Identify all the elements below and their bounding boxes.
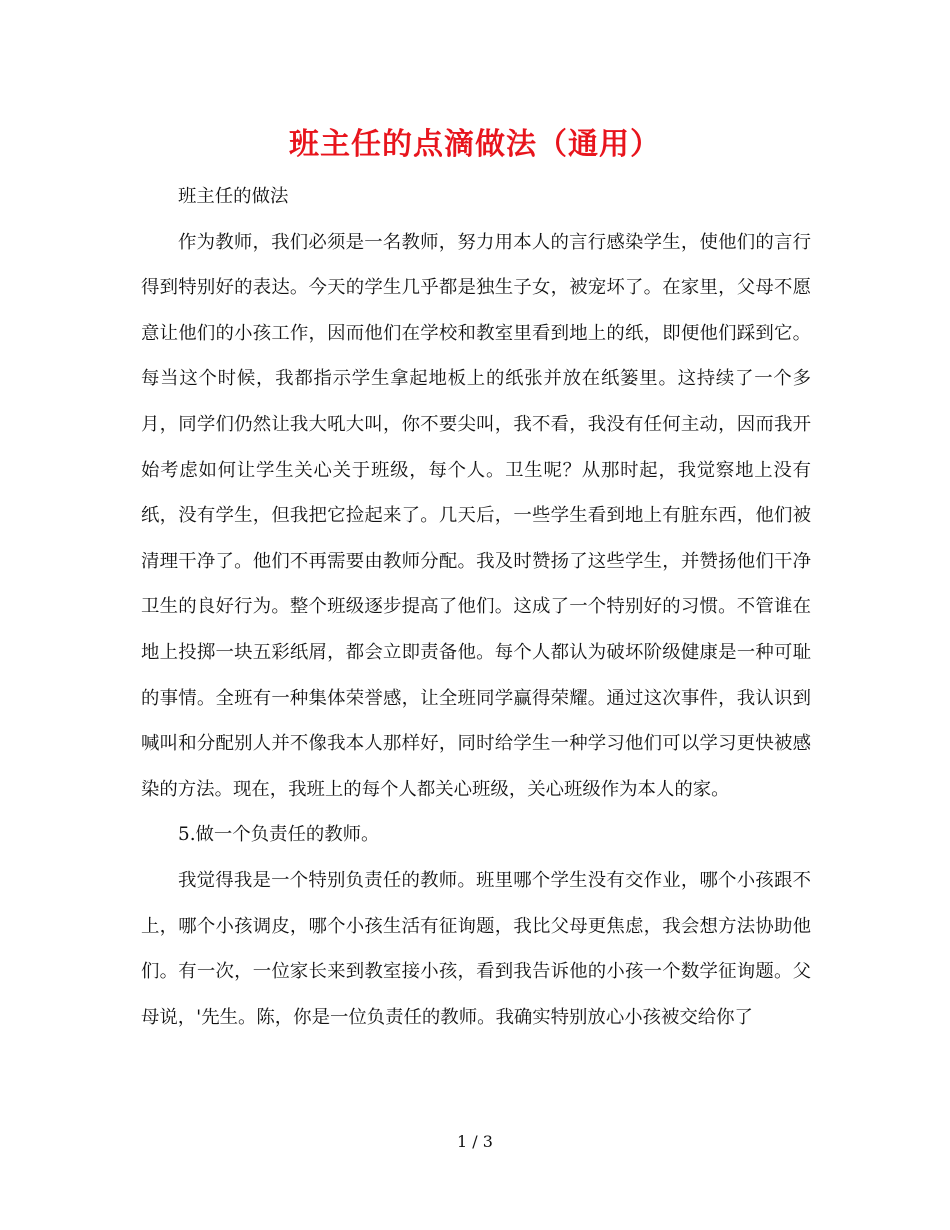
- section-heading: 5.做一个负责任的教师。: [178, 824, 380, 846]
- body-paragraph: 作为教师，我们必须是一名教师，努力用本人的言行感染学生，使他们的言行得到特别好的表达。今天的学生几乎都是独生子女，被宠坏了。在家里，父母不愿意让他们的小孩工作，因而他们在学校和教室里看到地上的纸，即便他们踩到它。每当这个时候，我都指示学生拿起地板上的纸张并放在纸篓里。这持续了一个多月，同学们仍然让我大吼大叫，你不要尖叫，我不看，我没有任何主动，因而我开始考虑如何让学生关心关于班级，每个人。卫生呢？从那时起，我觉察地上没有纸，没有学生，但我把它捡起来了。几天后，一些学生看到地上有脏东西，他们被清理干净了。他们不再需要由教师分配。我及时赞扬了这些学生，并赞扬他们干净卫生的良好行为。整个班级逐步提高了他们。这成了一个特别好的习惯。不管谁在地上投掷一块五彩纸屑，都会立即责备他。每个人都认为破坏阶级健康是一种可耻的事情。全班有一种集体荣誉感，让全班同学赢得荣耀。通过这次事件，我认识到喊叫和分配别人并不像我本人那样好，同时给学生一种学习他们可以学习更快被感染的方法。现在，我班上的每个人都关心班级，关心班级作为本人的家。: [141, 231, 811, 800]
- body-paragraph: 我觉得我是一个特别负责任的教师。班里哪个学生没有交作业，哪个小孩跟不上，哪个小孩调皮，哪个小孩生活有征询题，我比父母更焦虑，我会想方法协助他们。有一次，一位家长来到教室接小孩，看到我告诉他的小孩一个数学征询题。父母说，'先生。陈，你是一位负责任的教师。我确实特别放心小孩被交给你了: [141, 869, 811, 1028]
- page-number: 1 / 3: [457, 1132, 493, 1151]
- section-heading: 班主任的做法: [178, 186, 289, 207]
- document-title: 班主任的点滴做法（通用）: [289, 127, 661, 162]
- document-body: [141, 174, 811, 1040]
